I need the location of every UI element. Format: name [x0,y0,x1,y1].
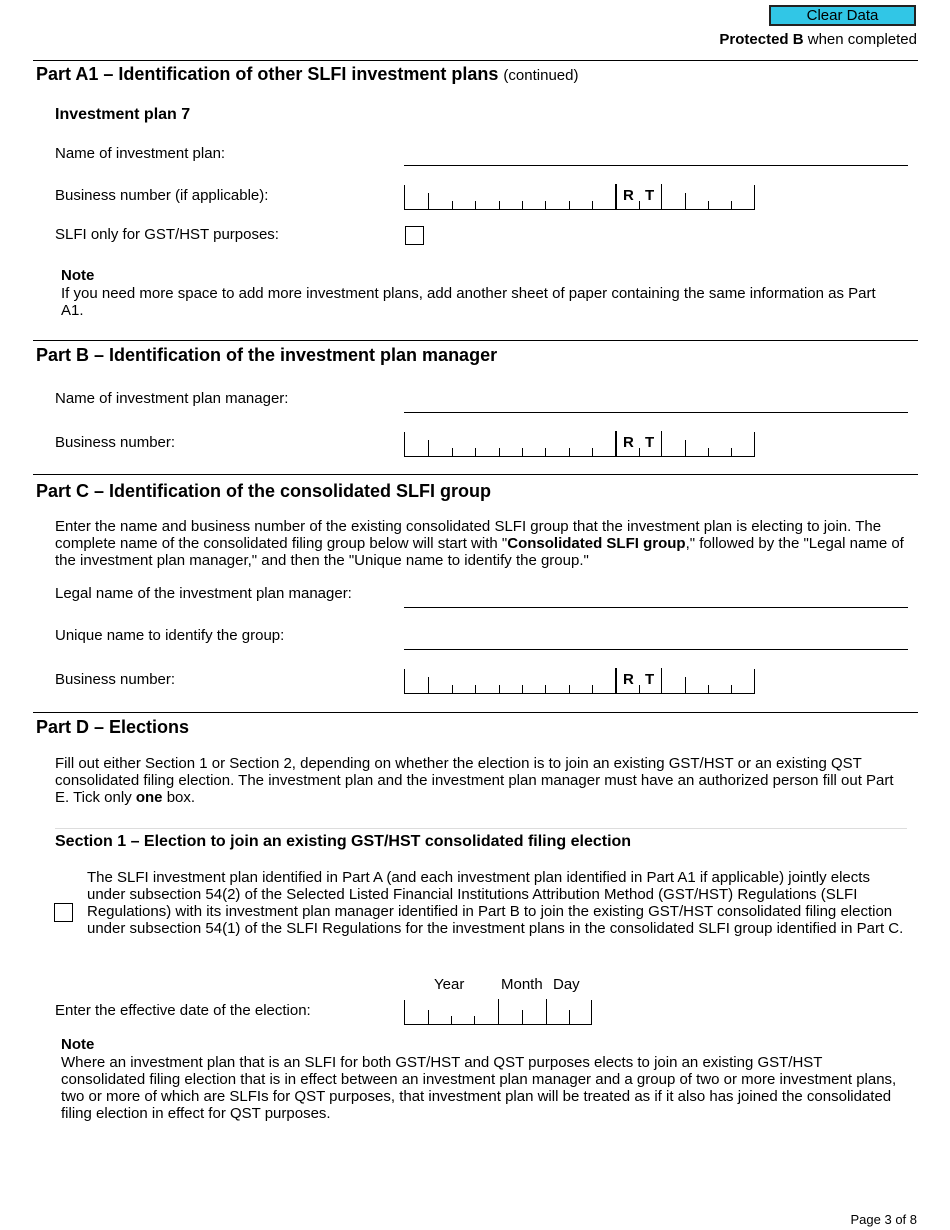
intro-text-end: ," followed by the "Legal name of the investment plan manager," and then the "Unique name to identify the group." [55,535,904,569]
rt-letter-r: R [623,187,634,204]
part-c-intro [55,518,910,569]
digit-tick [474,1016,475,1024]
intro-text-end: box. [162,789,196,806]
protected-level: Protected B [719,31,804,48]
protected-rest: when completed [803,31,917,48]
intro-text: Enter the name and business number of the existing consolidated SLFI group that the investment plan is electing to join. The complete name of the consolidated filing group below will start with " [55,518,882,552]
digit-tick [428,440,429,456]
suffix-separator [661,184,662,209]
plan-bn-label: Business number (if applicable): [55,187,269,204]
divider [55,828,907,829]
digit-tick [592,201,593,209]
digit-tick [731,448,732,456]
rt-letter-t: T [645,434,655,451]
note-heading: Note [61,267,95,284]
digit-tick [569,1010,570,1024]
digit-tick [545,448,546,456]
suffix-separator [661,668,662,693]
section1-election-checkbox[interactable] [54,903,73,922]
plan-business-number-field[interactable] [404,185,755,210]
divider [33,60,918,61]
plan-name-input[interactable] [404,165,908,166]
digit-tick [428,677,429,693]
suffix-separator [661,431,662,456]
manager-business-number-field[interactable] [404,432,755,457]
rt-letter-r: R [623,434,634,451]
effective-date-label: Enter the effective date of the election: [55,1002,311,1019]
digit-tick [522,685,523,693]
manager-bn-label: Business number: [55,434,176,451]
intro-bold: Consolidated SLFI group [507,535,686,552]
digit-tick [522,1010,523,1024]
note-text: Where an investment plan that is an SLFI for both GST/HST and QST purposes elects to join an existing GST/HST consolidated filing election that is in effect between an investment plan manager and a group of two or more investment plans, two or more of which are SLFIs for QST purposes, that investment plan will be treated as if it also has joined the consolidated filing election in effect for QST purposes. [61,1054,897,1122]
group-bn-label: Business number: [55,671,176,688]
digit-tick [569,201,570,209]
section1-title: Section 1 – Election to join an existing GST/HST consolidated filing election [55,833,632,850]
digit-tick [522,201,523,209]
part-b-title: Part B – Identification of the investment plan manager [36,345,498,365]
note-heading: Note [61,1036,95,1053]
digit-tick [499,685,500,693]
digit-tick [522,448,523,456]
year-label: Year [434,976,465,993]
intro-text: Fill out either Section 1 or Section 2, depending on whether the election is to join an existing GST/HST or an existing QST consolidated filing election. The investment plan and the investment plan manager must have an authorized person fill out Part E. Tick only [55,755,894,806]
month-label: Month [501,976,543,993]
investment-plan-heading: Investment plan 7 [55,106,191,123]
digit-tick [475,201,476,209]
digit-tick [639,201,640,209]
intro-bold: one [135,789,163,806]
divider [33,474,918,475]
digit-tick [428,193,429,209]
digit-tick [708,448,709,456]
digit-tick [569,685,570,693]
digit-tick [708,201,709,209]
digit-tick [731,685,732,693]
group-business-number-field[interactable] [404,669,755,694]
digit-tick [731,201,732,209]
part-d-title: Part D – Elections [36,717,190,737]
digit-tick [592,448,593,456]
slfi-only-checkbox[interactable] [405,226,424,245]
digit-tick [499,201,500,209]
digit-tick [545,201,546,209]
digit-tick [569,448,570,456]
part-a1-title-text: Part A1 – Identification of other SLFI investment plans [36,64,499,84]
manager-name-label: Name of investment plan manager: [55,390,289,407]
digit-tick [685,440,686,456]
part-d-intro [55,755,910,806]
page-number: Page 3 of 8 [850,1212,917,1227]
digit-tick [592,685,593,693]
digit-tick [639,685,640,693]
unique-name-label: Unique name to identify the group: [55,627,285,644]
digit-tick [545,685,546,693]
unique-name-input[interactable] [404,649,908,650]
digit-tick [451,1016,452,1024]
rt-letter-r: R [623,671,634,688]
digit-tick [685,677,686,693]
digit-tick [499,448,500,456]
note-text: If you need more space to add more investment plans, add another sheet of paper containing the same information as Part A1. [61,285,876,319]
digit-tick [428,1010,429,1024]
clear-data-button[interactable]: Clear Data [769,5,916,26]
legal-name-label: Legal name of the investment plan manager: [55,585,352,602]
digit-tick [708,685,709,693]
continued-label: (continued) [503,67,579,84]
year-separator [498,999,499,1024]
digit-tick [452,448,453,456]
digit-tick [452,201,453,209]
digit-tick [475,448,476,456]
digit-tick [685,193,686,209]
part-a1-title [36,64,578,85]
digit-tick [475,685,476,693]
rt-separator [615,184,617,209]
rt-separator [615,431,617,456]
rt-letter-t: T [645,671,655,688]
section1-text: The SLFI investment plan identified in Part A (and each investment plan identified in Part A1 if applicable) jointly elects under subsection 54(2) of the Selected Listed Financial Institutions Attribution Method (GST/HST) Regulations (SLFI Regulations) with its investment plan manager identified in Part B to join the existing GST/HST consolidated filing election under subsection 54(1) of the SLFI Regulations for the investment plans in the consolidated SLFI group identified in Part C. [87,869,904,937]
plan-name-label: Name of investment plan: [55,145,226,162]
rt-separator [615,668,617,693]
month-separator [546,999,547,1024]
divider [33,340,918,341]
day-label: Day [553,976,580,993]
manager-name-input[interactable] [404,412,908,413]
protected-notice [719,31,917,48]
part-c-title: Part C – Identification of the consolidated SLFI group [36,481,492,501]
digit-tick [639,448,640,456]
slfi-only-label: SLFI only for GST/HST purposes: [55,226,279,243]
rt-letter-t: T [645,187,655,204]
digit-tick [452,685,453,693]
divider [33,712,918,713]
effective-date-field[interactable] [404,1000,592,1025]
legal-name-input[interactable] [404,607,908,608]
